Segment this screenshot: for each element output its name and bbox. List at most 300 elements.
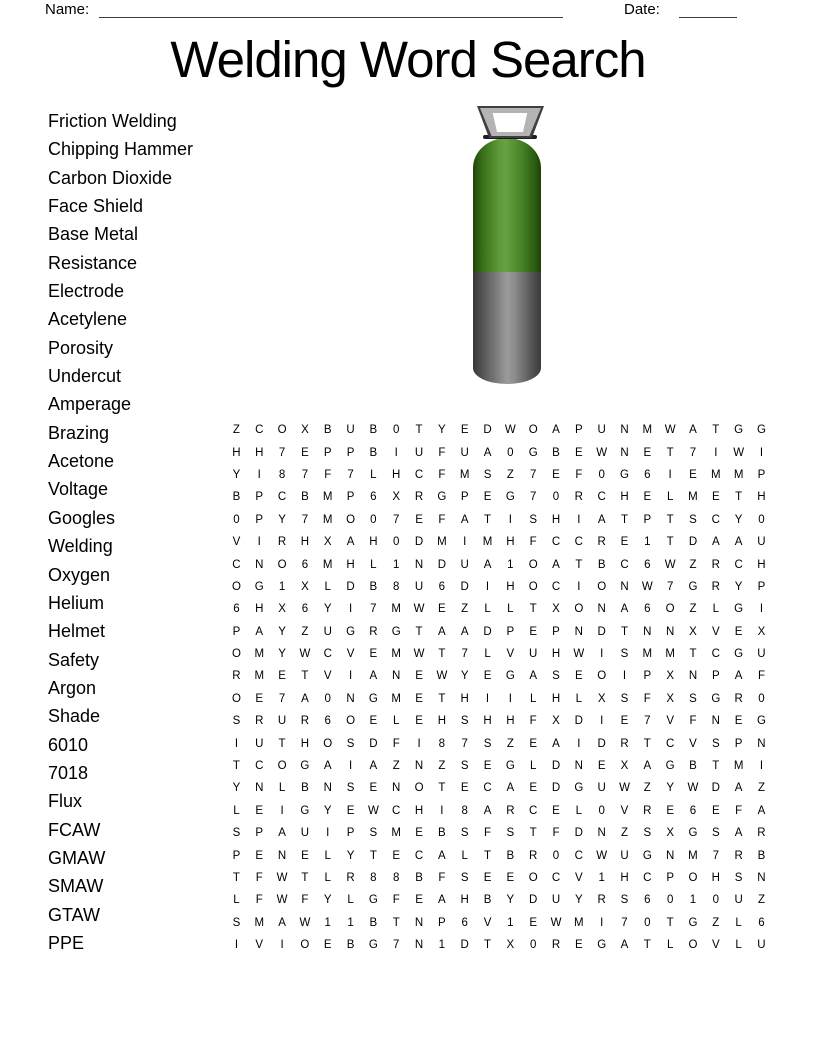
grid-letter: A — [323, 760, 332, 773]
grid-letter: A — [552, 737, 560, 750]
grid-letter: U — [255, 737, 264, 750]
grid-letter: P — [460, 491, 469, 504]
grid-letter: O — [277, 424, 287, 437]
grid-letter: O — [688, 939, 698, 952]
grid-letter: P — [438, 916, 446, 929]
grid-letter: O — [300, 939, 310, 952]
grid-letter: N — [255, 782, 264, 795]
word-list-item: Safety — [48, 649, 100, 670]
grid-letter: N — [688, 670, 698, 683]
grid-letter: G — [756, 715, 766, 728]
grid-letter: Y — [734, 580, 743, 593]
grid-letter: E — [529, 782, 538, 795]
grid-letter: 0 — [598, 468, 605, 481]
grid-letter: Y — [734, 513, 743, 526]
grid-letter: Z — [620, 827, 628, 840]
grid-letter: X — [666, 827, 674, 840]
grid-letter: U — [323, 625, 332, 638]
grid-letter: L — [324, 849, 331, 862]
grid-letter: I — [485, 580, 490, 593]
grid-letter: Z — [392, 760, 400, 773]
cylinder-green-body — [473, 138, 541, 273]
grid-letter: F — [757, 670, 765, 683]
grid-letter: G — [505, 670, 515, 683]
grid-letter: A — [255, 625, 264, 638]
grid-letter: C — [255, 760, 264, 773]
grid-letter: A — [438, 894, 446, 907]
grid-letter: A — [734, 536, 743, 549]
grid-letter: A — [369, 670, 378, 683]
grid-letter: P — [323, 446, 332, 459]
grid-letter: R — [300, 715, 310, 728]
grid-letter: I — [759, 760, 764, 773]
grid-letter: T — [278, 737, 286, 750]
grid-letter: G — [688, 827, 698, 840]
grid-letter: A — [483, 558, 492, 571]
grid-letter: M — [391, 692, 401, 705]
grid-letter: C — [711, 513, 720, 526]
grid-letter: S — [346, 737, 355, 750]
grid-letter: I — [440, 804, 444, 817]
grid-letter: I — [326, 827, 330, 840]
grid-letter: V — [575, 872, 583, 884]
grid-letter: X — [757, 625, 766, 638]
grid-letter: V — [711, 625, 720, 638]
grid-letter: P — [346, 446, 355, 459]
grid-letter: P — [575, 424, 583, 437]
grid-letter: E — [552, 468, 560, 481]
grid-letter: 0 — [758, 692, 765, 705]
grid-letter: A — [369, 760, 378, 773]
grid-letter: M — [733, 468, 744, 481]
grid-letter: B — [369, 916, 378, 929]
grid-letter: T — [666, 513, 674, 526]
grid-letter: S — [232, 715, 241, 728]
grid-letter: V — [346, 648, 355, 661]
grid-letter: D — [551, 782, 561, 795]
grid-letter: U — [277, 715, 287, 728]
grid-letter: E — [255, 804, 264, 817]
grid-letter: U — [757, 648, 766, 661]
grid-letter: B — [369, 446, 378, 459]
grid-letter: B — [506, 849, 515, 862]
grid-letter: X — [620, 760, 629, 773]
grid-letter: Y — [346, 849, 355, 862]
grid-letter: P — [552, 625, 560, 638]
grid-letter: T — [484, 939, 492, 952]
grid-letter: I — [508, 513, 512, 526]
grid-letter: C — [597, 491, 606, 504]
grid-letter: R — [529, 849, 538, 862]
grid-letter: 1 — [644, 536, 651, 549]
grid-letter: L — [233, 804, 240, 817]
page-title: Welding Word Search — [170, 31, 646, 88]
grid-letter: S — [643, 827, 652, 840]
grid-letter: W — [413, 648, 425, 661]
grid-letter: E — [483, 491, 492, 504]
grid-letter: P — [232, 625, 241, 638]
grid-letter: S — [460, 760, 469, 773]
grid-letter: 0 — [758, 513, 765, 526]
grid-letter: O — [574, 603, 584, 616]
word-list-item: Electrode — [48, 281, 125, 302]
grid-letter: W — [664, 424, 676, 437]
grid-letter: Y — [323, 804, 332, 817]
grid-letter: T — [415, 625, 423, 638]
grid-letter: E — [255, 692, 264, 705]
grid-letter: F — [438, 513, 446, 526]
grid-letter: E — [529, 625, 538, 638]
grid-letter: W — [299, 648, 311, 661]
grid-letter: T — [620, 625, 628, 638]
grid-letter: B — [369, 580, 378, 593]
word-search-grid — [225, 419, 773, 956]
grid-letter: T — [643, 939, 651, 952]
grid-letter: 6 — [301, 558, 309, 571]
grid-letter: F — [255, 894, 263, 907]
grid-letter: G — [528, 446, 538, 459]
cylinder-gray-base — [473, 272, 541, 384]
grid-letter: E — [506, 872, 515, 884]
grid-letter: S — [689, 513, 697, 526]
grid-letter: D — [711, 782, 720, 795]
grid-letter: T — [529, 827, 537, 840]
grid-letter: F — [438, 468, 446, 481]
grid-letter: 7 — [301, 513, 309, 526]
grid-letter: R — [414, 491, 424, 504]
grid-letter: P — [506, 625, 515, 638]
grid-letter: P — [643, 670, 652, 683]
grid-letter: H — [369, 536, 378, 549]
word-list-item: PPE — [48, 932, 85, 953]
grid-letter: T — [484, 513, 492, 526]
grid-letter: C — [277, 491, 287, 504]
grid-letter: S — [346, 782, 355, 795]
grid-letter: 7 — [278, 446, 286, 459]
word-list-item: GMAW — [48, 847, 106, 868]
grid-letter: D — [460, 580, 469, 593]
grid-letter: 0 — [370, 513, 377, 526]
grid-letter: 0 — [233, 513, 240, 526]
grid-letter: B — [232, 491, 241, 504]
grid-letter: O — [231, 648, 241, 661]
word-list — [48, 107, 193, 957]
grid-letter: 1 — [347, 916, 354, 929]
grid-letter: D — [529, 894, 538, 907]
grid-letter: H — [392, 468, 401, 481]
grid-letter: F — [529, 715, 537, 728]
grid-letter: N — [597, 603, 606, 616]
grid-letter: A — [734, 670, 743, 683]
grid-letter: O — [323, 737, 333, 750]
grid-letter: X — [278, 603, 286, 616]
name-label: Name: — [45, 1, 90, 18]
grid-letter: O — [528, 558, 538, 571]
grid-letter: C — [711, 648, 720, 661]
grid-letter: I — [622, 670, 627, 683]
grid-letter: I — [485, 692, 490, 705]
grid-letter: E — [323, 939, 332, 952]
grid-letter: T — [438, 782, 446, 795]
grid-letter: I — [280, 939, 284, 952]
grid-letter: O — [277, 558, 287, 571]
grid-letter: N — [574, 625, 583, 638]
grid-letter: W — [596, 446, 608, 459]
grid-letter: N — [620, 446, 629, 459]
grid-letter: V — [232, 536, 241, 549]
grid-letter: T — [620, 513, 628, 526]
grid-letter: G — [574, 782, 584, 795]
grid-letter: R — [232, 670, 241, 683]
word-list-item: Voltage — [48, 479, 109, 500]
grid-letter: N — [392, 782, 401, 795]
grid-letter: 6 — [758, 916, 765, 929]
grid-letter: A — [438, 625, 446, 638]
grid-letter: H — [232, 446, 241, 459]
grid-letter: X — [323, 536, 332, 549]
grid-letter: E — [734, 715, 743, 728]
grid-letter: A — [483, 446, 492, 459]
grid-letter: S — [734, 872, 743, 884]
grid-letter: V — [689, 737, 697, 750]
grid-letter: F — [575, 468, 583, 481]
grid-letter: H — [620, 491, 629, 504]
grid-letter: I — [348, 760, 353, 773]
grid-letter: M — [642, 424, 653, 437]
grid-letter: V — [483, 916, 492, 929]
grid-letter: A — [460, 625, 469, 638]
grid-letter: R — [551, 939, 561, 952]
grid-letter: H — [300, 536, 310, 549]
grid-letter: 8 — [278, 468, 286, 481]
grid-letter: 0 — [552, 849, 560, 862]
grid-letter: 0 — [393, 424, 400, 437]
grid-letter: G — [368, 939, 378, 952]
grid-letter: L — [484, 648, 491, 661]
grid-letter: L — [735, 916, 742, 929]
grid-letter: B — [483, 894, 492, 907]
word-list-item: Welding — [48, 536, 113, 557]
grid-letter: M — [688, 849, 698, 862]
grid-letter: T — [666, 446, 674, 459]
grid-letter: 7 — [461, 737, 468, 750]
grid-letter: L — [575, 804, 583, 817]
grid-letter: 7 — [278, 692, 286, 705]
grid-letter: R — [277, 536, 287, 549]
grid-letter: N — [414, 558, 424, 571]
grid-letter: 0 — [666, 894, 674, 907]
grid-letter: S — [506, 827, 515, 840]
grid-letter: S — [460, 827, 469, 840]
grid-letter: F — [484, 827, 492, 840]
grid-letter: G — [368, 692, 378, 705]
grid-letter: A — [757, 804, 766, 817]
grid-letter: H — [300, 737, 310, 750]
grid-letter: 0 — [552, 491, 560, 504]
grid-letter: A — [278, 827, 286, 840]
grid-letter: L — [529, 692, 537, 705]
grid-letter: C — [255, 424, 264, 437]
grid-letter: H — [551, 648, 561, 661]
grid-letter: S — [483, 468, 492, 481]
grid-letter: Z — [689, 603, 697, 616]
grid-letter: 7 — [370, 603, 377, 616]
grid-letter: 8 — [393, 580, 400, 593]
grid-letter: I — [600, 715, 604, 728]
grid-letter: C — [665, 737, 675, 750]
grid-letter: L — [370, 558, 377, 571]
grid-letter: M — [665, 648, 675, 661]
grid-letter: U — [734, 894, 743, 907]
grid-letter: 1 — [438, 939, 446, 952]
grid-letter: O — [231, 580, 241, 593]
grid-letter: I — [234, 939, 239, 952]
grid-letter: 0 — [529, 939, 537, 952]
grid-letter: E — [529, 916, 538, 929]
grid-letter: X — [301, 424, 309, 437]
grid-letter: U — [460, 446, 469, 459]
word-list-item: Chipping Hammer — [48, 139, 194, 160]
word-list-item: Helmet — [48, 621, 106, 642]
grid-letter: C — [574, 849, 583, 862]
grid-letter: D — [597, 625, 606, 638]
grid-letter: A — [506, 782, 515, 795]
grid-letter: I — [600, 648, 604, 661]
word-list-item: Resistance — [48, 252, 138, 273]
grid-letter: H — [506, 536, 515, 549]
grid-letter: P — [232, 849, 241, 862]
grid-letter: N — [255, 558, 264, 571]
grid-letter: T — [392, 916, 400, 929]
grid-letter: D — [437, 558, 447, 571]
grid-letter: T — [369, 849, 377, 862]
grid-letter: I — [714, 446, 718, 459]
grid-letter: N — [392, 670, 401, 683]
grid-letter: C — [323, 648, 332, 661]
grid-letter: U — [300, 827, 310, 840]
word-list-item: Helium — [48, 592, 105, 613]
grid-letter: E — [711, 804, 720, 817]
name-fill-line — [99, 17, 563, 18]
grid-letter: L — [233, 894, 240, 907]
grid-letter: S — [620, 648, 629, 661]
grid-letter: T — [415, 424, 423, 437]
word-list-item: Argon — [48, 677, 97, 698]
grid-letter: L — [735, 939, 742, 952]
grid-letter: 7 — [461, 648, 468, 661]
grid-letter: E — [575, 670, 583, 683]
word-list-item: Acetylene — [48, 309, 128, 330]
grid-letter: G — [368, 894, 378, 907]
grid-letter: G — [642, 849, 652, 862]
grid-letter: C — [529, 804, 538, 817]
grid-letter: F — [735, 804, 743, 817]
grid-letter: I — [280, 804, 284, 817]
grid-letter: I — [577, 513, 581, 526]
grid-letter: 6 — [644, 894, 651, 907]
grid-letter: L — [324, 580, 331, 593]
grid-letter: F — [552, 827, 560, 840]
grid-letter: N — [757, 737, 766, 750]
grid-letter: 0 — [507, 446, 514, 459]
grid-letter: R — [597, 536, 606, 549]
grid-letter: U — [414, 580, 424, 593]
grid-letter: N — [597, 827, 606, 840]
grid-letter: A — [620, 939, 629, 952]
word-list-item: Carbon Dioxide — [48, 167, 173, 188]
word-list-item: Oxygen — [48, 564, 111, 585]
grid-letter: E — [483, 760, 492, 773]
grid-letter: S — [460, 872, 469, 884]
grid-letter: 7 — [712, 849, 719, 862]
grid-letter: 6 — [644, 603, 651, 616]
grid-letter: N — [414, 939, 424, 952]
grid-letter: Z — [461, 603, 469, 616]
grid-letter: D — [414, 536, 424, 549]
grid-letter: I — [348, 603, 353, 616]
grid-letter: T — [301, 670, 309, 683]
grid-letter: P — [734, 737, 743, 750]
grid-letter: R — [734, 692, 743, 705]
grid-letter: Z — [438, 760, 446, 773]
grid-letter: A — [734, 827, 743, 840]
grid-letter: X — [552, 603, 560, 616]
grid-letter: P — [346, 491, 355, 504]
grid-letter: W — [619, 782, 630, 795]
word-list-item: Undercut — [48, 366, 122, 387]
grid-letter: D — [483, 625, 492, 638]
grid-letter: G — [620, 468, 629, 481]
word-list-item: FCAW — [48, 819, 101, 840]
grid-letter: G — [391, 625, 401, 638]
grid-letter: 8 — [461, 804, 468, 817]
grid-letter: R — [597, 894, 606, 907]
grid-letter: V — [323, 670, 332, 683]
grid-letter: 6 — [689, 804, 697, 817]
grid-letter: R — [255, 715, 264, 728]
grid-letter: B — [301, 491, 309, 504]
word-list-item: Shade — [48, 706, 101, 727]
grid-letter: T — [735, 491, 743, 504]
grid-letter: E — [278, 670, 286, 683]
grid-letter: G — [300, 760, 310, 773]
grid-letter: G — [254, 580, 264, 593]
grid-letter: H — [437, 715, 447, 728]
grid-letter: N — [277, 849, 287, 862]
grid-letter: A — [643, 760, 652, 773]
grid-letter: 6 — [644, 468, 651, 481]
grid-letter: H — [506, 715, 515, 728]
grid-letter: E — [575, 446, 583, 459]
grid-letter: Y — [278, 513, 286, 526]
grid-letter: E — [460, 782, 469, 795]
grid-letter: C — [414, 849, 424, 862]
grid-letter: H — [460, 692, 469, 705]
grid-letter: N — [414, 916, 424, 929]
grid-letter: W — [367, 804, 379, 817]
grid-letter: S — [620, 692, 629, 705]
grid-letter: P — [757, 580, 766, 593]
grid-letter: T — [529, 603, 537, 616]
grid-letter: T — [232, 760, 240, 773]
grid-letter: D — [460, 939, 469, 952]
grid-letter: O — [597, 580, 607, 593]
grid-letter: C — [414, 468, 424, 481]
grid-letter: C — [232, 558, 241, 571]
grid-letter: Y — [666, 782, 674, 795]
grid-letter: E — [483, 872, 492, 884]
grid-letter: G — [597, 939, 607, 952]
